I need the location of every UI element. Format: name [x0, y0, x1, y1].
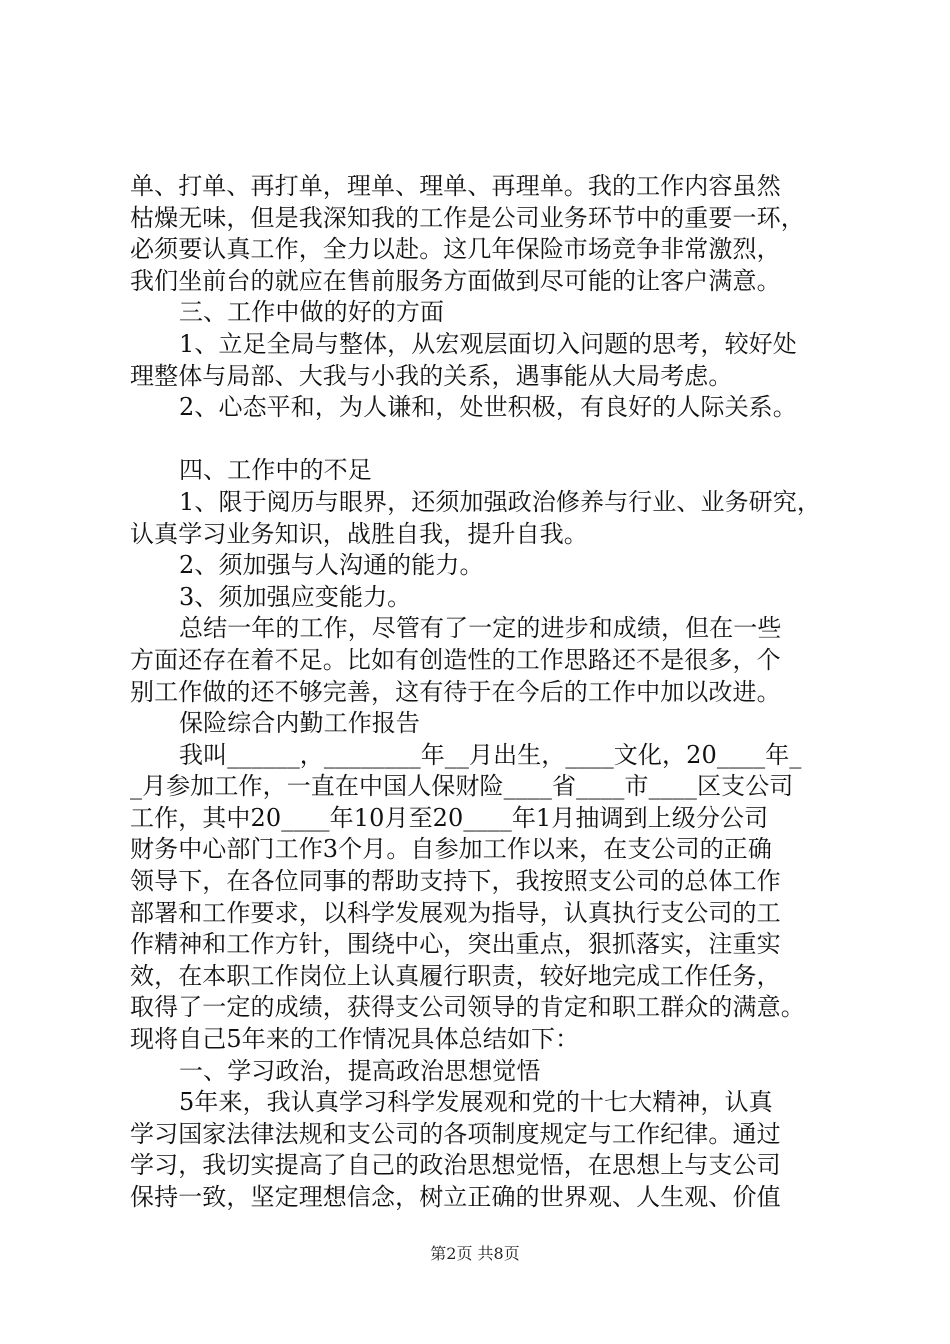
text-line: 效，在本职工作岗位上认真履行职责，较好地完成工作任务，: [130, 961, 781, 990]
text-line: 理整体与局部、大我与小我的关系，遇事能从大局考虑。: [130, 361, 733, 390]
text-line: _月参加工作，一直在中国人保财险____省____市____区支公司: [130, 772, 794, 801]
text-line: 财务中心部门工作3个月。自参加工作以来，在支公司的正确: [130, 835, 772, 864]
section-heading: 一、学习政治，提高政治思想觉悟: [179, 1056, 541, 1085]
text-line: 学习，我切实提高了自己的政治思想觉悟，在思想上与支公司: [130, 1151, 781, 1180]
text-line: 2、心态平和，为人谦和，处世积极，有良好的人际关系。: [179, 393, 797, 422]
text-line: 领导下，在各位同事的帮助支持下，我按照支公司的总体工作: [130, 867, 781, 896]
text-line: 别工作做的还不够完善，这有待于在今后的工作中加以改进。: [130, 677, 781, 706]
page-number: 第2页 共8页: [430, 1244, 520, 1263]
text-line: 单、打单、再打单，理单、理单、再理单。我的工作内容虽然: [130, 172, 781, 200]
text-line: 必须要认真工作，全力以赴。这几年保险市场竞争非常激烈，: [130, 235, 781, 264]
text-line: 我叫______，________年__月出生，____文化，20____年_: [179, 740, 802, 769]
section-heading: 四、工作中的不足: [179, 456, 372, 485]
text-line: 工作，其中20____年10月至20____年1月抽调到上级分公司: [130, 803, 769, 832]
text-line: 作精神和工作方针，围绕中心，突出重点，狠抓落实，注重实: [130, 930, 781, 959]
report-title: 保险综合内勤工作报告: [179, 709, 420, 738]
text-line: 部署和工作要求，以科学发展观为指导，认真执行支公司的工: [130, 898, 781, 927]
text-line: 现将自己5年来的工作情况具体总结如下：: [130, 1025, 580, 1054]
page-footer: [0, 1244, 950, 1264]
text-line: 1、限于阅历与眼界，还须加强政治修养与行业、业务研究，: [179, 487, 821, 516]
section-heading: 三、工作中做的好的方面: [179, 298, 445, 327]
text-line: 保持一致，坚定理想信念，树立正确的世界观、人生观、价值: [130, 1183, 781, 1211]
text-line: 枯燥无味，但是我深知我的工作是公司业务环节中的重要一环，: [130, 203, 805, 232]
text-line: 3、须加强应变能力。: [179, 582, 412, 611]
blank-line: [130, 424, 830, 456]
text-line: 总结一年的工作，尽管有了一定的进步和成绩，但在一些: [179, 614, 782, 643]
text-line: 认真学习业务知识，战胜自我，提升自我。: [130, 519, 588, 548]
text-line: 1、立足全局与整体，从宏观层面切入问题的思考，较好处: [179, 329, 797, 358]
text-line: 方面还存在着不足。比如有创造性的工作思路还不是很多，个: [130, 645, 781, 674]
text-line: 取得了一定的成绩，获得支公司领导的肯定和职工群众的满意。: [130, 993, 805, 1022]
text-line: 学习国家法律法规和支公司的各项制度规定与工作纪律。通过: [130, 1119, 781, 1148]
text-line: 2、须加强与人沟通的能力。: [179, 551, 484, 580]
document-body: [130, 171, 830, 1214]
text-line: 5年来，我认真学习科学发展观和党的十七大精神，认真: [179, 1088, 773, 1117]
text-line: 我们坐前台的就应在售前服务方面做到尽可能的让客户满意。: [130, 266, 781, 295]
